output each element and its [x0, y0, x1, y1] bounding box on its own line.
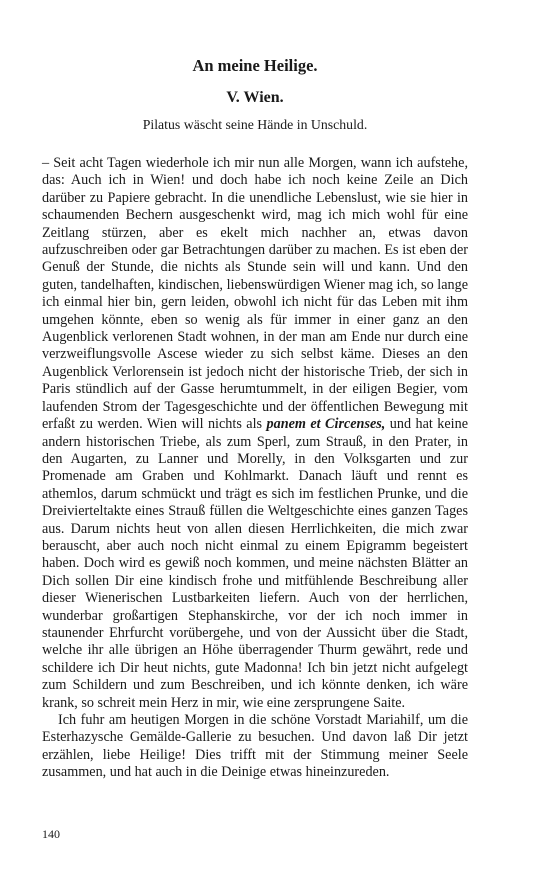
paragraph-1-text-b: und hat keine andern historischen Triebe, als zum Sperl, zum Strauß, in den Prater, in den Augarten, zu Lanner und Morelly, in den Volksgarten und zur Promenade am Graben und Kohlmarkt. Danach läuft und rennt es athemlos, darum schmückt und trägt es sich im festlichen Prunke, und die Dreivierteltakte eines Strauß füllen die Weltgeschichte eines ganzen Tages aus. Darum nichts heut von allen diesen Herrlichkeiten, die mich zwar berauscht, aber auch noch nicht einmal zu einem Epigramm begeistert haben. Doch wird es gewiß noch kommen, und meine nächsten Blätter an Dich sollen Dir eine kindisch frohe und mitfühlende Beschreibung aller dieser Wienerischen Lustbarkeiten liefern. Auch von der herrlichen, wunderbar großartigen Stephanskirche, vor der ich noch immer in staunender Ehrfurcht vorübergehe, und von der Aussicht über die Stadt, welche ihr alle übrigen an Höhe überragender Thurm gewährt, rede und schildere ich Dir heut nichts, gute Madonna! Ich bin jetzt nicht aufgelegt zum Schildern und zum Beschreiben, und ich könnte denken, ich wäre krank, so schreit mein Herz in mir, wie eine zersprungene Saite.	[42, 416, 469, 711]
body-paragraph-1	[42, 155, 468, 712]
section-subtitle: Pilatus wäscht seine Hände in Unschuld.	[142, 117, 368, 132]
body-paragraph-2: Ich fuhr am heutigen Morgen in die schöne Vorstadt Mariahilf, um die Esterhazysche Gemälde-Gallerie zu besuchen. Und davon laß Dir jetzt erzählen, liebe Heilige! Dies trifft mit der Stimmung meiner Seele zusammen, und hat auch in die Deinige etwas hineinzureden.	[42, 712, 468, 781]
emphasis-phrase: panem et Circenses,	[266, 416, 386, 433]
paragraph-1-text-a: – Seit acht Tagen wiederhole ich mir nun alle Morgen, wann ich aufstehe, das: Auch ich in Wien! und doch habe ich noch keine Zeile an Dich darüber zu Papiere gebracht. In die unendliche Lebenslust, wie sie hier in schaumenden Bechern ausgeschenkt wird, mag ich mich wohl für eine Zeitlang stürzen, aber es ekelt mich nachher an, etwas davon aufzuschreiben oder gar Betrachtungen darüber zu machen. Es ist eben der Genuß der Stunde, die nichts als Stunde sein will und kann. Und den guten, tandelhaften, kindischen, liebenswürdigen Wiener mag ich, so lange ich einmal hier bin, gern leiden, obwohl ich nicht für das Leben mit ihm umgehen könnte, eben so wenig als für immer in einer ganz an den Augenblick verlorenen Stadt wohnen, in der man am Ende nur durch eine verzweiflungsvolle Ascese wieder zu sich selbst käme. Dieses an den Augenblick Verlorensein ist jedoch nicht der historische Trieb, der sich in Paris stündlich auf der Gasse herumtummelt, in der eiligen Begier, vom laufenden Strom der Tagesgeschichte und der öffentlichen Bewegung mit erfaßt zu werden. Wien will nichts als	[42, 155, 468, 433]
page-number: 140	[42, 827, 60, 841]
section-heading: V. Wien.	[226, 89, 284, 106]
chapter-title: An meine Heilige.	[192, 56, 318, 75]
page-content	[42, 56, 468, 782]
